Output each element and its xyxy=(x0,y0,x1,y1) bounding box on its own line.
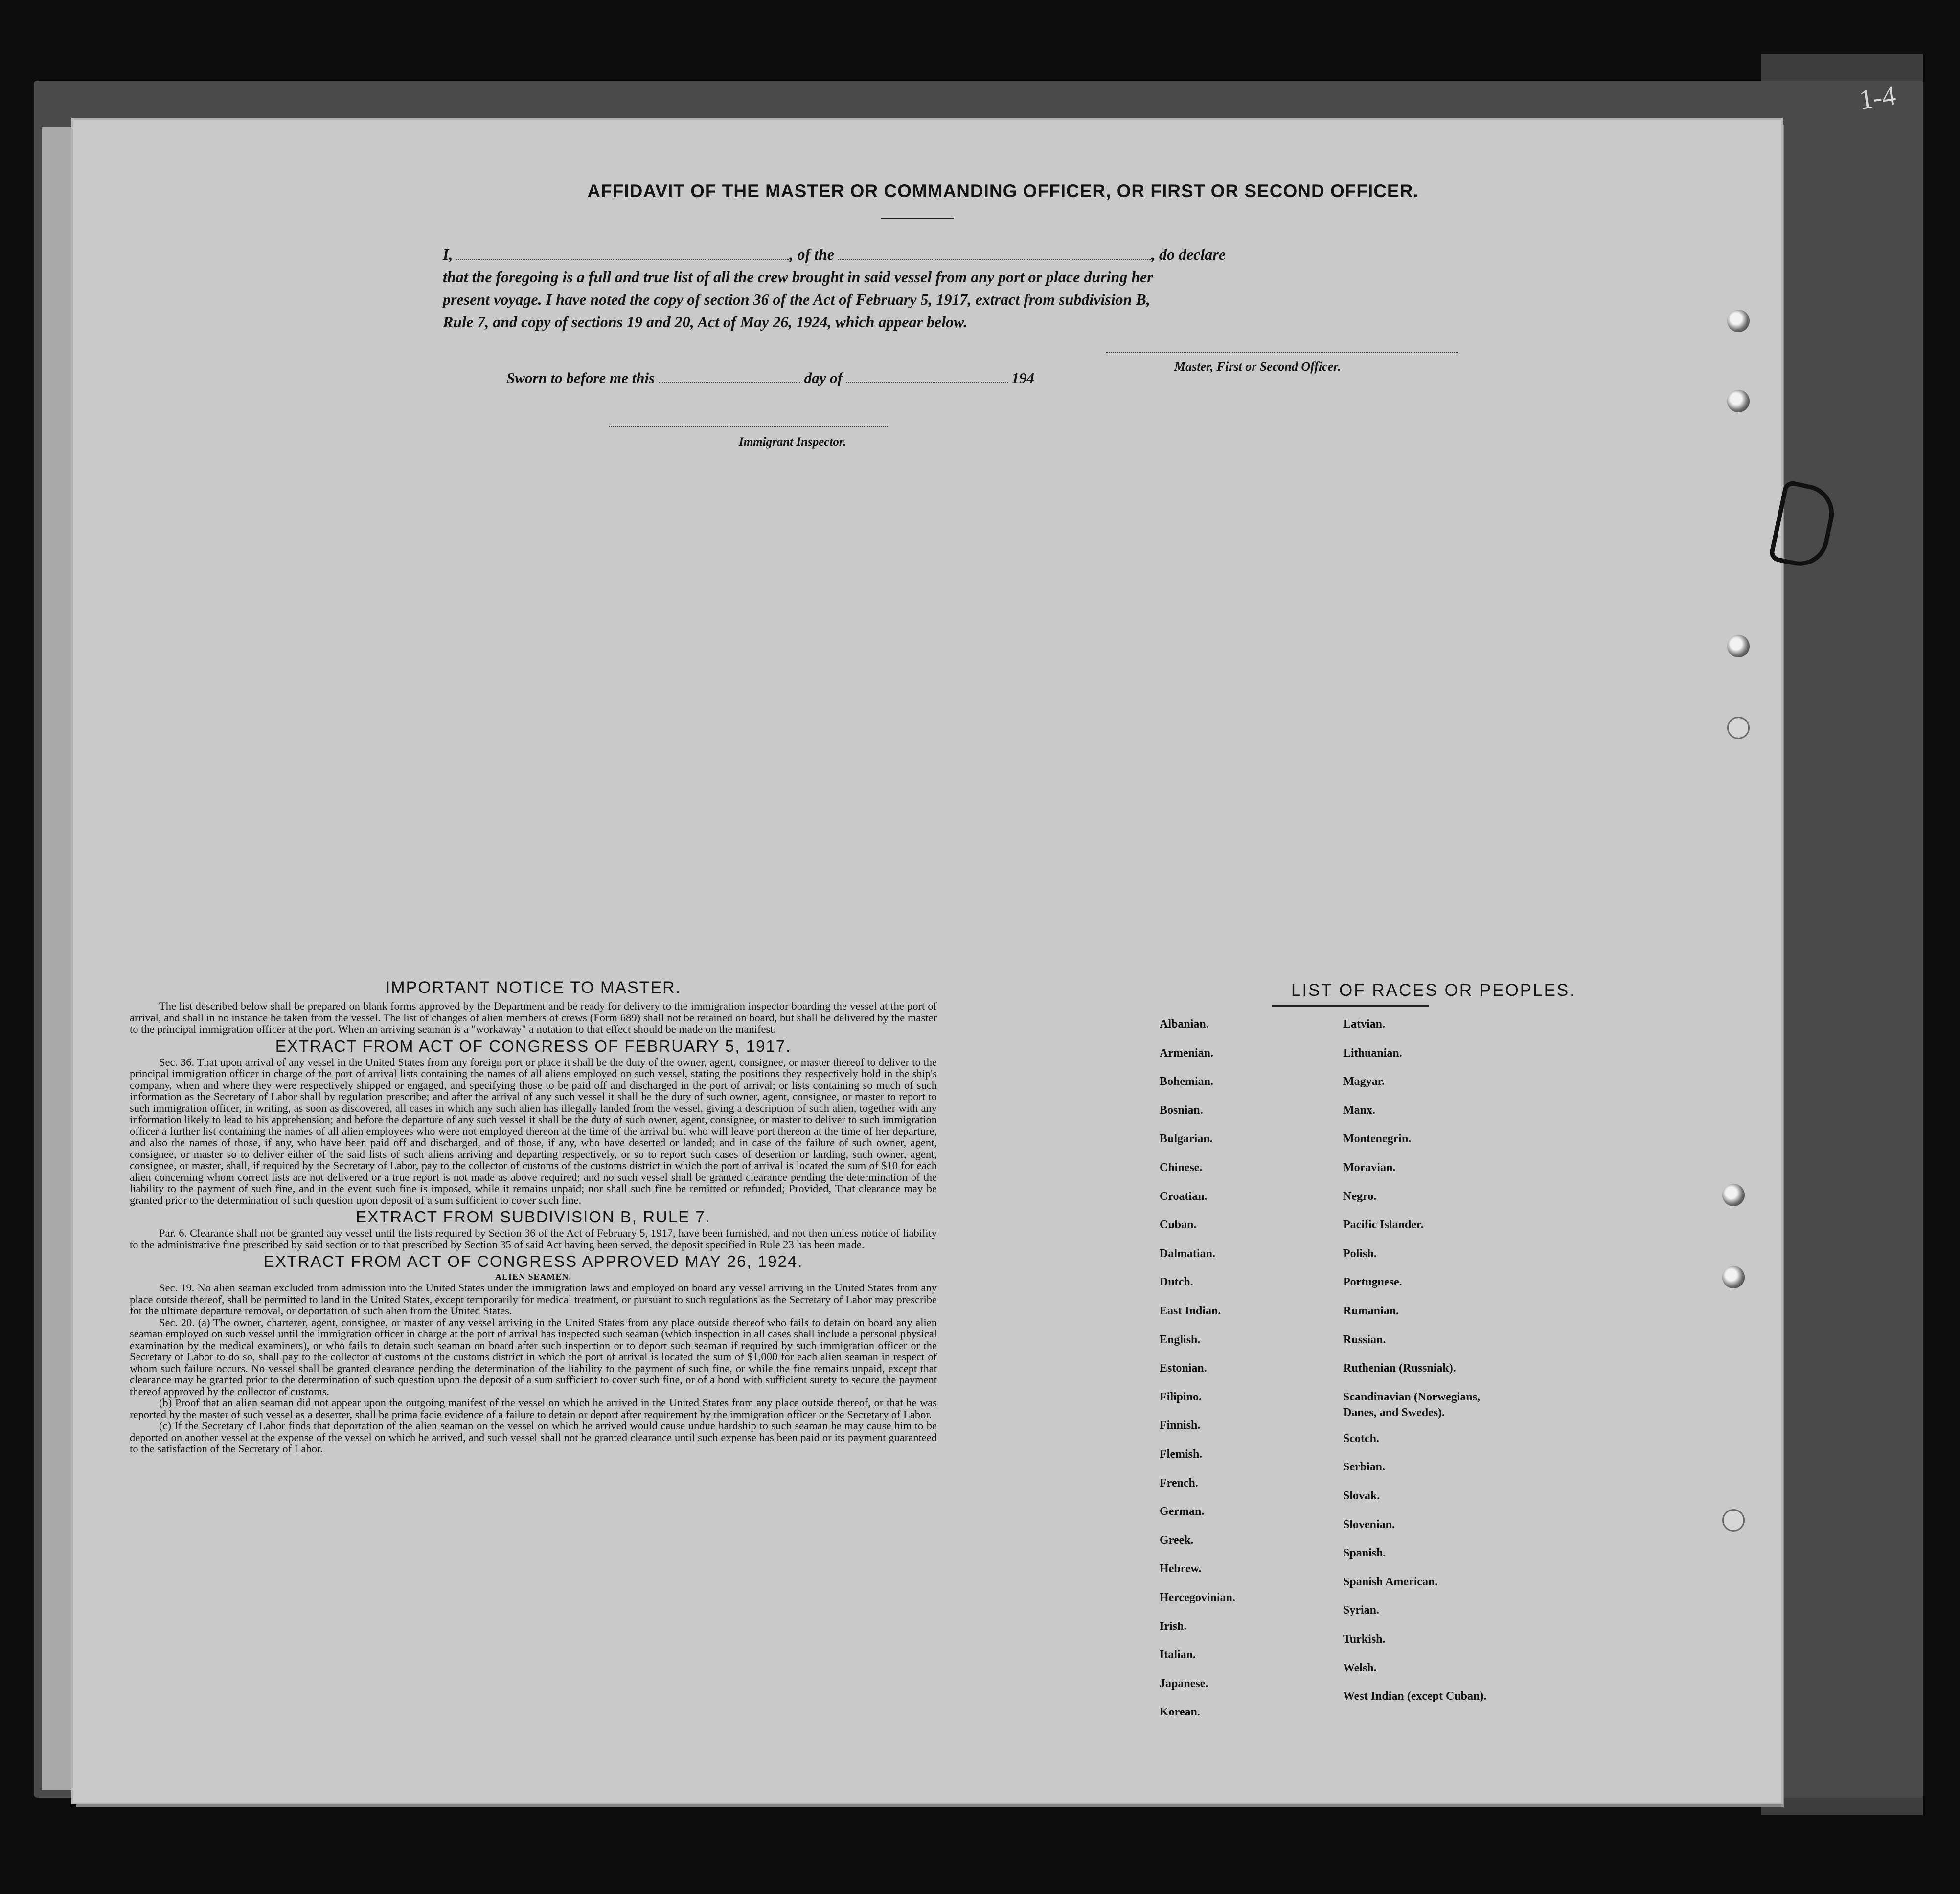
race-list-item: Ruthenian (Russniak). xyxy=(1343,1362,1456,1375)
race-list-item: Montenegrin. xyxy=(1343,1132,1412,1146)
race-list-item: West Indian (except Cuban). xyxy=(1343,1690,1487,1703)
race-list-item: Slovenian. xyxy=(1343,1518,1395,1531)
notice-intro: The list described below shall be prepared on blank forms approved by the Department and be ready for delivery to the immigration inspector boarding the vessel at the port of arrival, and shall in no instance be taken from the vessel. The list of changes of alien members of crews (Form 689) shall not be retained on board, but shall be delivered by the master to the principal immigration officer at the port. When an arriving seaman is a "workaway" a notation to that effect should be made on the manifest. xyxy=(130,1000,937,1035)
declaration-text xyxy=(443,243,1470,333)
decl-line2: that the foregoing is a full and true list of all the crew brought in said vessel from any port or place during her xyxy=(443,268,1153,286)
month-blank xyxy=(846,382,1008,383)
race-list-item: Scandinavian (Norwegians, xyxy=(1343,1390,1481,1403)
race-list-item: Portuguese. xyxy=(1343,1276,1402,1289)
race-list-item: Hercegovinian. xyxy=(1160,1591,1235,1604)
day-blank xyxy=(659,382,800,383)
race-list-item: Turkish. xyxy=(1343,1632,1386,1646)
sworn-statement xyxy=(506,369,1034,387)
binder-hole xyxy=(1727,717,1750,739)
binder-hole xyxy=(1727,635,1750,657)
race-list-item: Cuban. xyxy=(1160,1218,1197,1232)
race-list-item: Polish. xyxy=(1343,1247,1377,1260)
race-list-item: Croatian. xyxy=(1160,1190,1208,1203)
race-list-item: Bohemian. xyxy=(1160,1075,1214,1088)
binder-hole xyxy=(1727,310,1750,332)
inspector-label: Immigrant Inspector. xyxy=(739,435,846,449)
decl-line4: Rule 7, and copy of sections 19 and 20, Act of May 26, 1924, which appear below. xyxy=(443,313,968,331)
race-list-item: Latvian. xyxy=(1343,1018,1386,1031)
race-list-item: Japanese. xyxy=(1160,1677,1208,1690)
vessel-blank xyxy=(838,259,1151,260)
paragraph-6-text: Par. 6. Clearance shall not be granted any vessel until the lists required by Section 36 of the Act of February 5, 1917, have been furnished, and not then unless notice of liability to the administrative fine prescribed by said section or to that prescribed by Section 35 of said Act having been served, the deposit specified in Rule 23 has been made. xyxy=(130,1227,937,1251)
race-list-item: Estonian. xyxy=(1160,1362,1207,1375)
decl-line1-start: I, xyxy=(443,246,453,263)
section-20b-text: (b) Proof that an alien seaman did not appear upon the outgoing manifest of the vessel on which he arrived in the United States from any place outside thereof, or that he was reported by the master of such vessel as a deserter, shall be prima facie evidence of a failure to detain or deport after requirement by the immigration officer or the Secretary of Labor. xyxy=(130,1397,937,1420)
name-blank xyxy=(456,259,789,260)
decl-line3: present voyage. I have noted the copy of section 36 of the Act of February 5, 1917, extract from subdivision B, xyxy=(443,291,1150,308)
race-list-item: Finnish. xyxy=(1160,1419,1201,1432)
alien-seamen-subheading: ALIEN SEAMEN. xyxy=(495,1272,572,1282)
binder-hole xyxy=(1722,1184,1745,1206)
extract3-heading: EXTRACT FROM ACT OF CONGRESS APPROVED MAY 26, 1924. xyxy=(263,1252,803,1270)
race-list-item: Welsh. xyxy=(1343,1661,1377,1674)
race-list-item: Chinese. xyxy=(1160,1161,1203,1174)
races-heading-rule xyxy=(1272,1005,1429,1007)
binder-hole xyxy=(1727,390,1750,412)
race-list-item: Rumanian. xyxy=(1343,1305,1399,1317)
race-list-item: German. xyxy=(1160,1505,1205,1518)
decl-line1-end: , do declare xyxy=(1151,246,1226,263)
signature-line xyxy=(1106,352,1458,353)
race-list-item: Slovak. xyxy=(1343,1489,1380,1502)
sworn-start: Sworn to before me this xyxy=(506,369,655,386)
title-rule xyxy=(881,218,954,219)
race-list-item: Dutch. xyxy=(1160,1276,1193,1289)
binder-hole xyxy=(1722,1266,1745,1288)
race-list-item: Bulgarian. xyxy=(1160,1132,1213,1146)
race-list-item: Moravian. xyxy=(1343,1161,1396,1174)
notice-heading: IMPORTANT NOTICE TO MASTER. xyxy=(385,978,682,997)
race-list-item: Lithuanian. xyxy=(1343,1046,1402,1060)
race-list-item: Scotch. xyxy=(1343,1432,1379,1445)
race-list-item: East Indian. xyxy=(1160,1305,1221,1317)
race-list-item: Spanish. xyxy=(1343,1547,1386,1560)
race-list-item: Syrian. xyxy=(1343,1604,1380,1617)
extract2-heading: EXTRACT FROM SUBDIVISION B, RULE 7. xyxy=(356,1208,711,1226)
race-list-item: French. xyxy=(1160,1476,1198,1489)
race-list-item: Spanish American. xyxy=(1343,1575,1438,1588)
document-page xyxy=(73,120,1781,1803)
sworn-year: 194 xyxy=(1011,369,1034,386)
race-list-item: Danes, and Swedes). xyxy=(1343,1406,1445,1419)
race-list-item: Pacific Islander. xyxy=(1343,1218,1424,1232)
race-list-item: Negro. xyxy=(1343,1190,1377,1203)
race-list-item: Russian. xyxy=(1343,1333,1386,1346)
race-list-item: Greek. xyxy=(1160,1533,1194,1547)
sworn-mid: day of xyxy=(804,369,843,386)
race-list-item: Dalmatian. xyxy=(1160,1247,1215,1260)
race-list-item: English. xyxy=(1160,1333,1201,1346)
race-list-item: Hebrew. xyxy=(1160,1562,1202,1576)
race-list-item: Filipino. xyxy=(1160,1390,1202,1403)
section-36-text: Sec. 36. That upon arrival of any vessel in the United States from any foreign port or place it shall be the duty of the owner, agent, consignee, or master thereof to deliver to the principal immigration officer in charge of the port of arrival lists containing the names of all aliens employed on such vessel, stating the positions they respectively hold in the ship's company, when and where they were respectively shipped or engaged, and specifying those to be paid off and discharged in the port of arrival; or lists containing so much of such information as the Secretary of Labor shall by regulation prescribe; and after the arrival of any such vessel it shall be the duty of such owner, agent, consignee, or master to report to such immigration officer, in writing, as soon as discovered, all cases in which any such alien has illegally landed from the vessel, giving a description of such alien, together with any information likely to lead to his apprehension; and before the departure of any such vessel it shall be the duty of such owner, agent, consignee, or master to deliver to such immigration officer a further list containing the names of all alien employees who were not employed thereon at the time of the arrival but who will leave port thereon at the time of her departure, and also the names of those, if any, who have been paid off and discharged, and of those, if any, who have deserted or landed; and in case of the failure of such owner, agent, consignee, or master so to deliver either of the said lists of such aliens arriving and departing respectively, or so to report such cases of desertion or landing, such owner, agent, consignee, or master, shall, if required by the Secretary of Labor, pay to the collector of customs of the customs district in which the port of arrival is located the sum of $10 for each alien concerning whom correct lists are not delivered or a true report is not made as above required; and no such vessel shall be granted clearance pending the determination of the liability to the payment of such fine, and in the event such fine is imposed, while it remains unpaid; nor shall such fine be remitted or refunded; Provided, That clearance may be granted prior to the determination of such question upon deposit of a sum sufficient to cover such fine. xyxy=(130,1056,937,1206)
extract1-heading: EXTRACT FROM ACT OF CONGRESS OF FEBRUARY 5, 1917. xyxy=(275,1037,792,1055)
race-list-item: Flemish. xyxy=(1160,1448,1203,1461)
affidavit-title: AFFIDAVIT OF THE MASTER OR COMMANDING OFFICER, OR FIRST OR SECOND OFFICER. xyxy=(587,181,1419,201)
races-heading: LIST OF RACES OR PEOPLES. xyxy=(1291,981,1576,1000)
signature-label: Master, First or Second Officer. xyxy=(1174,360,1341,374)
binder-hole xyxy=(1722,1509,1745,1532)
race-list-item: Albanian. xyxy=(1160,1018,1209,1031)
race-list-item: Bosnian. xyxy=(1160,1104,1203,1117)
race-list-item: Irish. xyxy=(1160,1620,1187,1633)
race-list-item: Manx. xyxy=(1343,1104,1375,1117)
underlying-page-edge xyxy=(42,127,78,1790)
section-20a-text: Sec. 20. (a) The owner, charterer, agent, consignee, or master of any vessel arriving in the United States from any place outside thereof who fails to detain on board any alien seaman employed on such vessel until the immigration officer in charge at the port of arrival has inspected such seaman (which inspection in all cases shall include a personal physical examination by the medical examiners), or who fails to detain such seaman on board after such inspection or to deport such seaman if required by such immigration officer or the Secretary of Labor to do so, shall pay to the collector of customs of the customs district in which the port of arrival is located the sum of $1,000 for each alien seaman in respect of whom such failure occurs. No vessel shall be granted clearance pending the determination of the liability to the payment of such fine, or while the fine remains unpaid, except that clearance may be granted prior to the determination of such question upon the deposit of a sum sufficient to cover such fine, or of a bond with sufficient surety to secure the payment thereof approved by the collector of customs. xyxy=(130,1316,937,1398)
notice-section xyxy=(130,978,937,1455)
race-list-item: Armenian. xyxy=(1160,1046,1213,1060)
race-list-item: Korean. xyxy=(1160,1706,1200,1719)
race-list-item: Magyar. xyxy=(1343,1075,1385,1088)
inspector-signature-line xyxy=(609,426,888,427)
race-list-item: Italian. xyxy=(1160,1648,1196,1662)
section-19-text: Sec. 19. No alien seaman excluded from admission into the United States under the immigration laws and employed on board any vessel arriving in the United States from any place outside thereof, shall be permitted to land in the United States, except temporarily for medical treatment, or pursuant to such regulations as the Secretary of Labor may prescribe for the ultimate departure removal, or deportation of such alien from the United States. xyxy=(130,1282,937,1317)
corner-number: 1-4 xyxy=(1857,80,1898,115)
race-list-item: Serbian. xyxy=(1343,1461,1386,1474)
section-20c-text: (c) If the Secretary of Labor finds that deportation of the alien seaman on the vessel on which he arrived would cause undue hardship to such seaman he may cause him to be deported on another vessel at the expense of the vessel on which he arrived, and such vessel shall not be granted clearance until such expense has been paid or its payment guaranteed to the satisfaction of the Secretary of Labor. xyxy=(130,1420,937,1455)
decl-line1-mid: , of the xyxy=(789,246,834,263)
